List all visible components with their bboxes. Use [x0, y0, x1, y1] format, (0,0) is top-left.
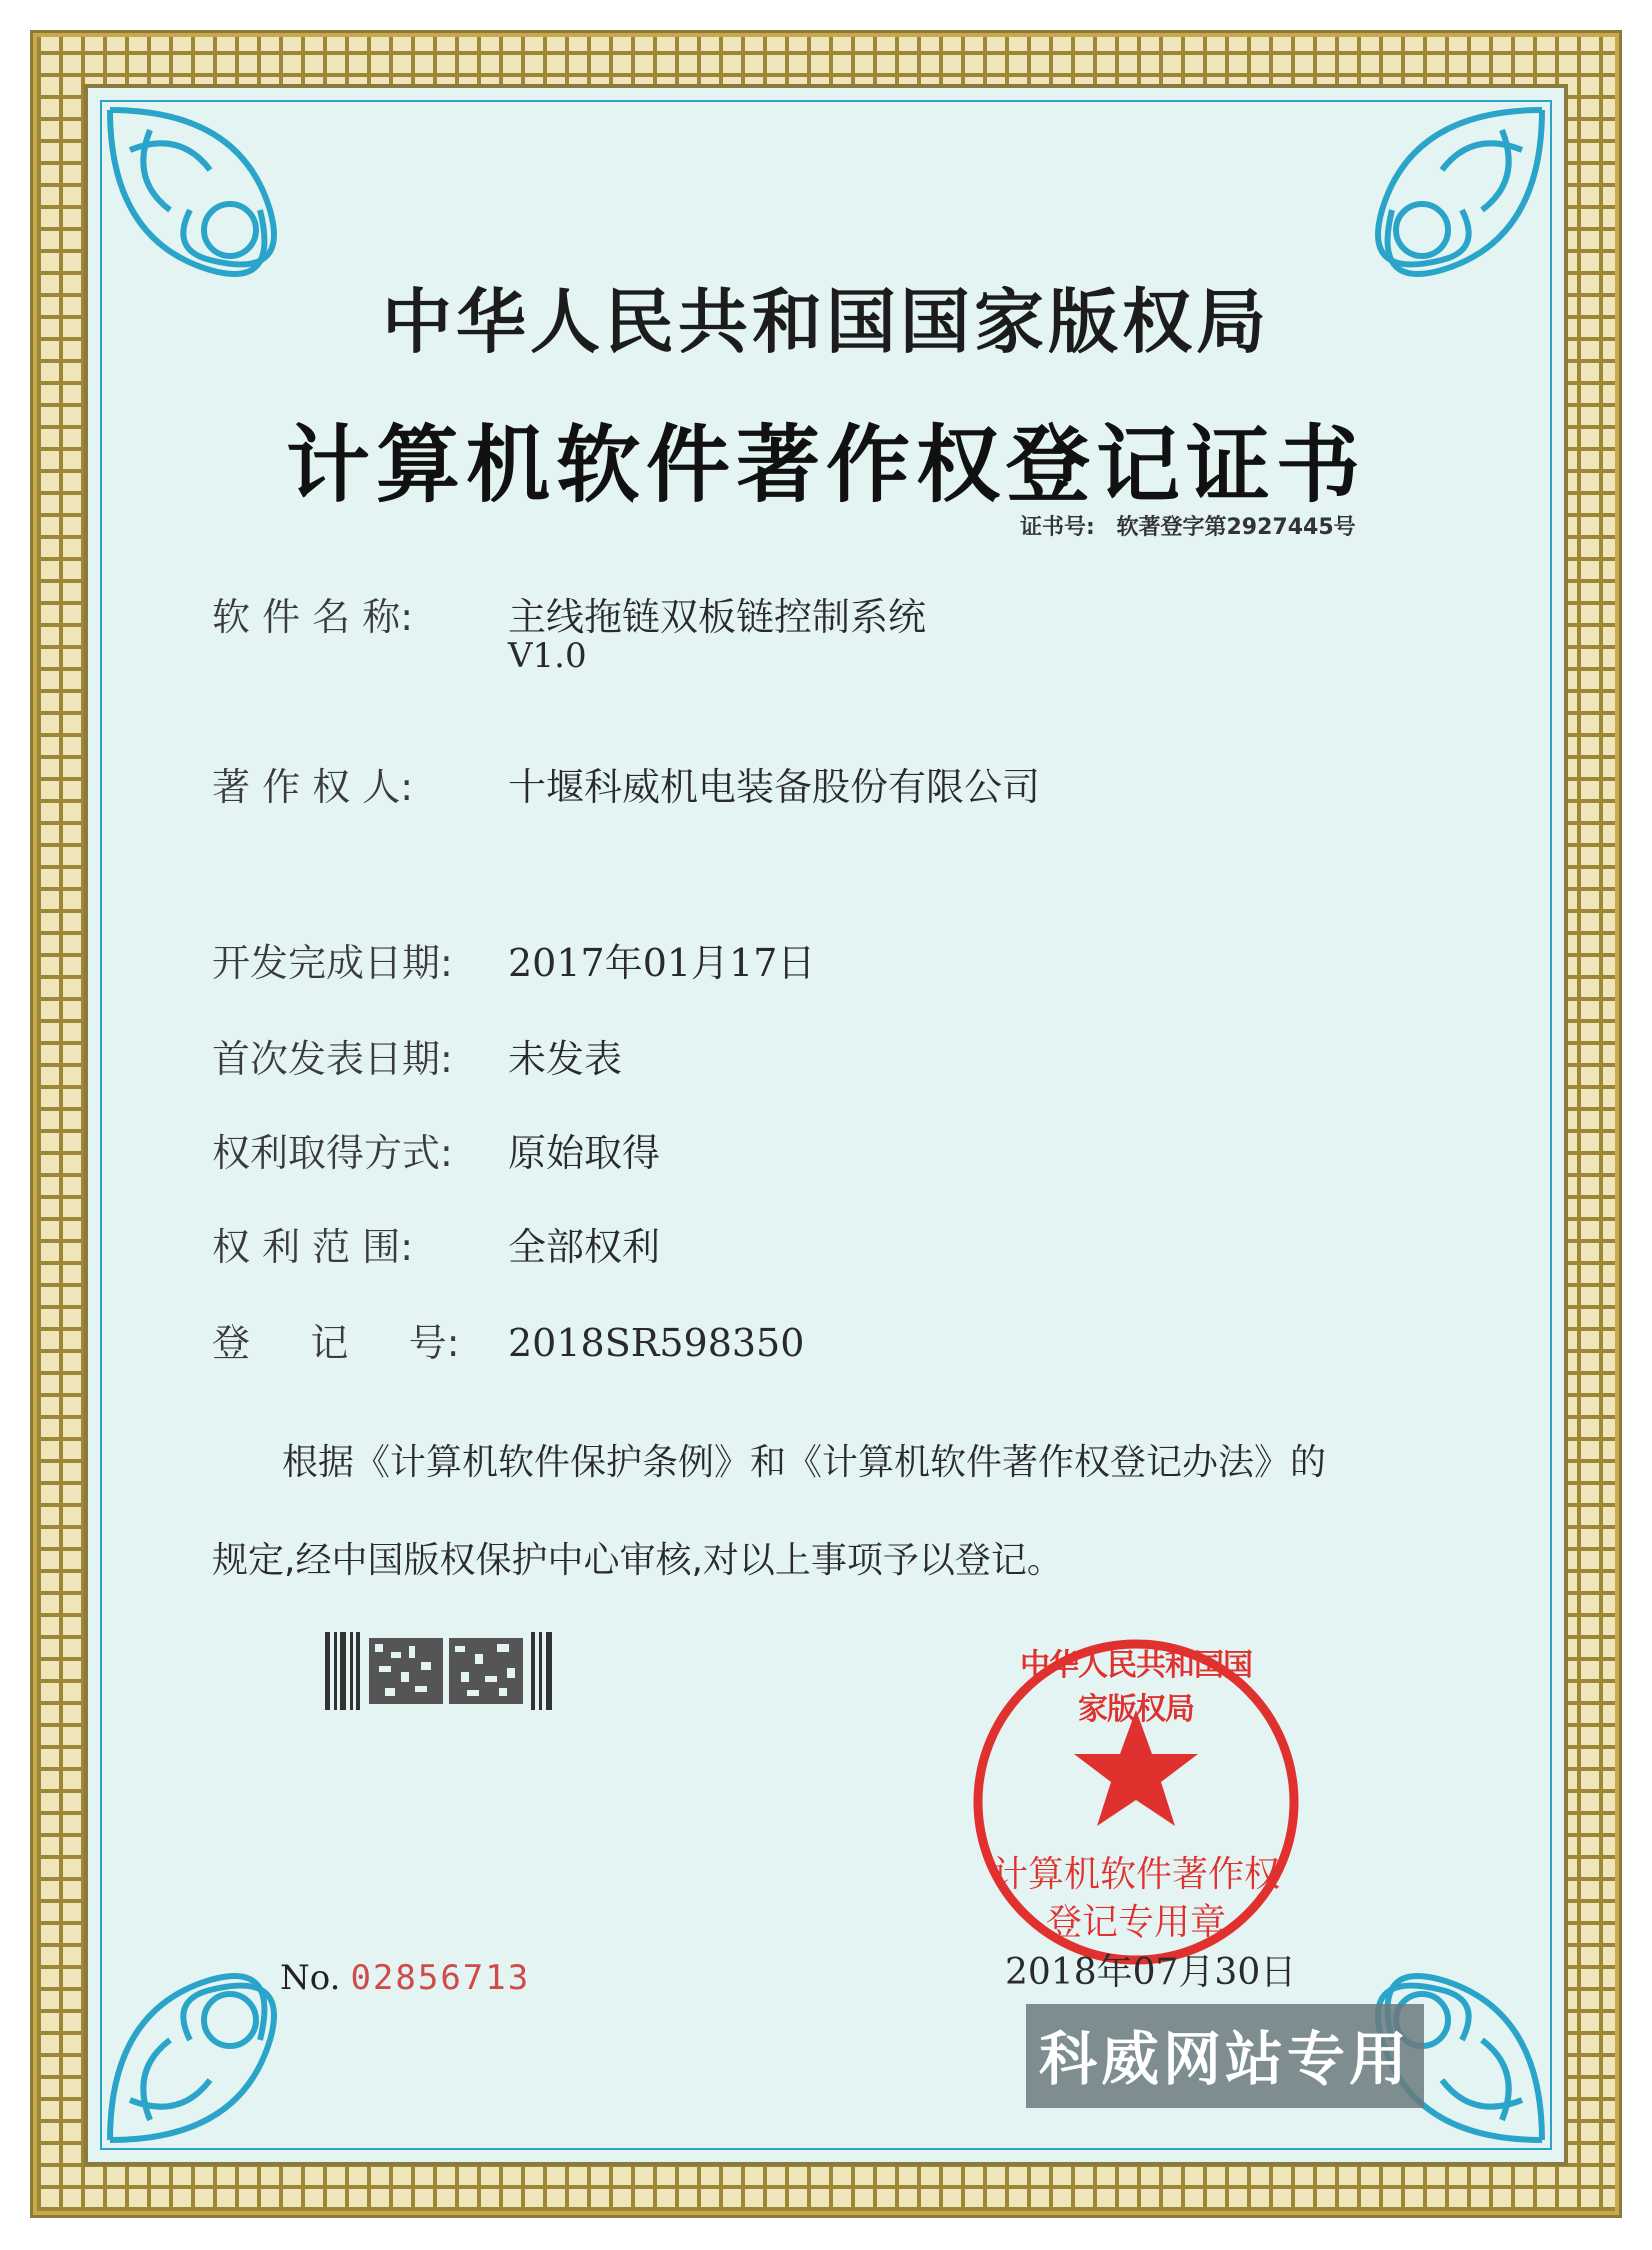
owner-row — [212, 756, 1040, 811]
acquire-method-row — [212, 1122, 660, 1177]
registration-number-row — [212, 1312, 804, 1367]
dev-date-label: 开发完成日期: — [212, 941, 453, 985]
statement-line-1: 根据《计算机软件保护条例》和《计算机软件著作权登记办法》的 — [282, 1442, 1327, 1483]
acquire-method-label: 权利取得方式: — [212, 1131, 453, 1175]
seal-inner-line-1: 计算机软件著作权 — [991, 1854, 1280, 1895]
statement-line-2: 规定,经中国版权保护中心审核,对以上事项予以登记。 — [212, 1540, 1063, 1581]
serial-number-label: No. — [280, 1958, 341, 1998]
acquire-method-value: 原始取得 — [508, 1131, 661, 1175]
serial-number-value: 02856713 — [350, 1958, 531, 1998]
seal-inner-line-2: 登记专用章 — [1045, 1902, 1226, 1943]
registration-number-value: 2018SR598350 — [508, 1321, 805, 1365]
dev-date-value: 2017年01月17日 — [508, 941, 816, 985]
corner-ornament-bottom-left — [90, 1860, 390, 2160]
rights-scope-value: 全部权利 — [508, 1225, 661, 1269]
rights-scope-label: 权 利 范 围: — [212, 1225, 414, 1269]
barcode-image — [325, 1632, 555, 1710]
rights-scope-row — [212, 1216, 660, 1271]
publish-date-row — [212, 1028, 622, 1083]
software-name-value: 主线拖链双板链控制系统 — [508, 595, 927, 639]
official-seal — [966, 1632, 1306, 1972]
registration-number-label: 登 记 号: — [212, 1321, 460, 1365]
issuing-authority: 中华人民共和国国家版权局 — [382, 281, 1270, 363]
owner-value: 十堰科威机电装备股份有限公司 — [508, 765, 1041, 809]
owner-label: 著 作 权 人: — [212, 765, 414, 809]
watermark-text: 科威网站专用 — [1038, 2025, 1411, 2093]
software-name-label: 软 件 名 称: — [212, 595, 414, 639]
certificate-number-value: 软著登字第2927445号 — [1116, 515, 1356, 540]
dev-date-row — [212, 932, 815, 987]
software-version: V1.0 — [508, 636, 587, 676]
serial-number — [280, 1958, 530, 1998]
certificate-title: 计算机软件著作权登记证书 — [285, 415, 1366, 514]
issue-date: 2018年07月30日 — [1005, 1952, 1297, 1993]
certificate-number — [1020, 510, 1356, 541]
publish-date-label: 首次发表日期: — [212, 1037, 453, 1081]
seal-ring-text: 中华人民共和国国家版权局 — [1020, 1648, 1252, 1727]
software-name-row — [212, 586, 926, 641]
certificate-number-label: 证书号: — [1020, 515, 1095, 540]
publish-date-value: 未发表 — [508, 1037, 623, 1081]
